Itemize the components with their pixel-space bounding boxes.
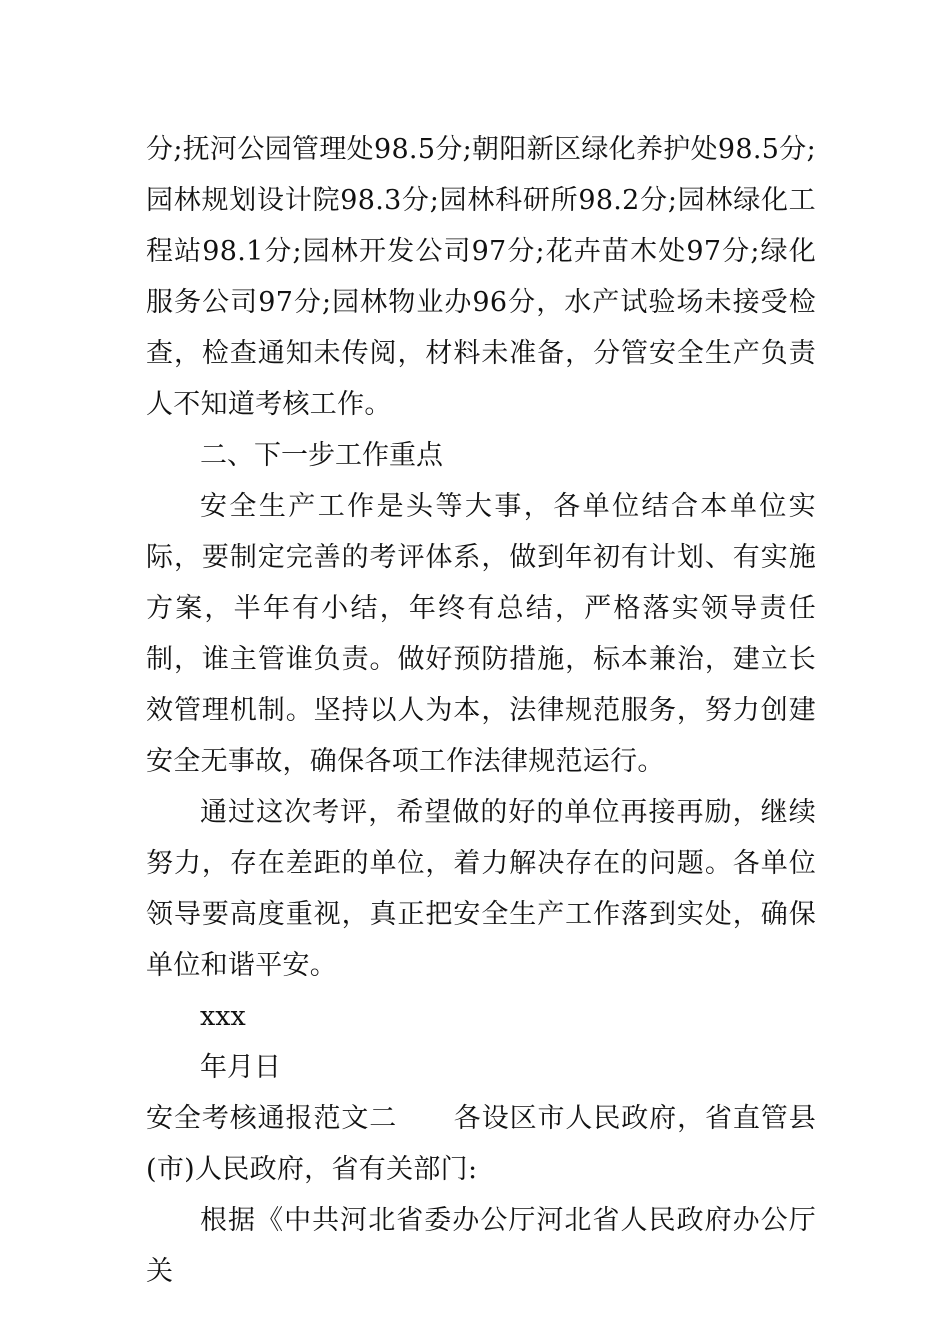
section-heading: 二、下一步工作重点 [200, 440, 443, 471]
second-notice-title: 安全考核通报范文二 [146, 1103, 398, 1134]
second-notice-paragraph-start: 根据《中共河北省委办公厅河北省人民政府办公厅关 [146, 1205, 816, 1287]
document-page [146, 124, 816, 1297]
paragraph-continuation: 分;抚河公园管理处98.5分;朝阳新区绿化养护处98.5分;园林规划设计院98.3分;园林科研所98.2分;园林绿化工程站98.1分;园林开发公司97分;花卉苗木处97分;绿化服务公司97分;园林物业办96分，水产试验场未接受检查，检查通知未传阅，材料未准备，分管安全生产负责人不知道考核工作。 [146, 134, 816, 420]
second-notice-header [146, 1093, 816, 1195]
paragraph-work-focus: 安全生产工作是头等大事，各单位结合本单位实际，要制定完善的考评体系，做到年初有计划、有实施方案，半年有小结，年终有总结，严格落实领导责任制，谁主管谁负责。做好预防措施，标本兼治，建立长效管理机制。坚持以人为本，法律规范服务，努力创建安全无事故，确保各项工作法律规范运行。 [146, 491, 816, 777]
signature: xxx [200, 1001, 246, 1032]
date-line: 年月日 [200, 1052, 281, 1083]
second-notice-addressee: 各设区市人民政府，省直管县(市)人民政府，省有关部门: [146, 1103, 816, 1185]
paragraph-expectation: 通过这次考评，希望做的好的单位再接再励，继续努力，存在差距的单位，着力解决存在的问题。各单位领导要高度重视，真正把安全生产工作落到实处，确保单位和谐平安。 [146, 797, 816, 981]
